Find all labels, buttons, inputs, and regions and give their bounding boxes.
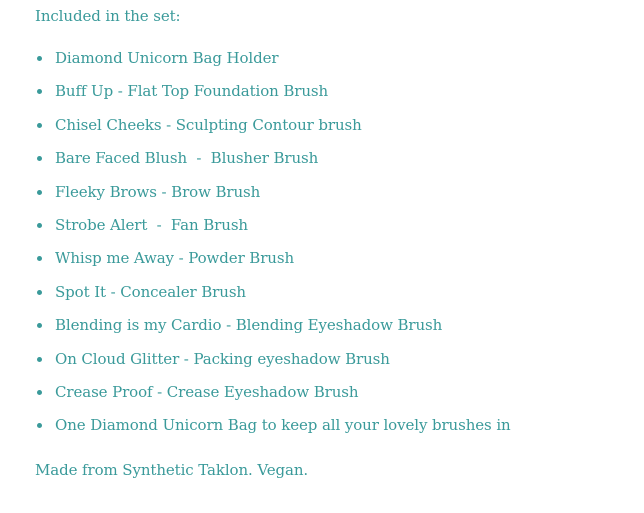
bullet-icon <box>37 256 42 261</box>
list-item <box>35 415 635 448</box>
bullet-icon <box>37 323 42 328</box>
list-item-text: Blending is my Cardio - Blending Eyeshadow Brush <box>55 316 443 335</box>
list-item-text: Strobe Alert - Fan Brush <box>55 215 248 234</box>
set-contents-list <box>35 48 635 449</box>
intro-text: Included in the set: <box>35 7 181 25</box>
list-item <box>35 148 635 181</box>
list-item <box>35 282 635 315</box>
list-item-text: One Diamond Unicorn Bag to keep all your lovely brushes in <box>55 416 511 435</box>
list-item-text: On Cloud Glitter - Packing eyeshadow Brush <box>55 349 390 368</box>
list-item-text: Chisel Cheeks - Sculpting Contour brush <box>55 115 362 134</box>
bullet-icon <box>37 357 42 362</box>
list-item <box>35 248 635 281</box>
list-item-text: Buff Up - Flat Top Foundation Brush <box>55 82 329 101</box>
bullet-icon <box>37 190 42 195</box>
bullet-icon <box>37 123 42 128</box>
list-item-text: Whisp me Away - Powder Brush <box>55 249 295 268</box>
bullet-icon <box>37 423 42 428</box>
bullet-icon <box>37 390 42 395</box>
list-item-text: Diamond Unicorn Bag Holder <box>55 49 279 67</box>
list-item <box>35 382 635 415</box>
bullet-icon <box>37 156 42 161</box>
product-description <box>35 6 635 495</box>
list-item-text: Fleeky Brows - Brow Brush <box>55 182 261 201</box>
list-item <box>35 48 635 81</box>
list-item-text: Bare Faced Blush - Blusher Brush <box>55 149 319 168</box>
list-item <box>35 115 635 148</box>
bullet-icon <box>37 56 42 61</box>
list-item-text: Crease Proof - Crease Eyeshadow Brush <box>55 382 359 401</box>
list-item <box>35 81 635 114</box>
list-item-text: Spot It - Concealer Brush <box>55 282 246 301</box>
list-item <box>35 349 635 382</box>
list-item <box>35 215 635 248</box>
bullet-icon <box>37 290 42 295</box>
list-item <box>35 315 635 348</box>
material-note: Made from Synthetic Taklon. Vegan. <box>35 460 309 479</box>
list-item <box>35 182 635 215</box>
bullet-icon <box>37 89 42 94</box>
bullet-icon <box>37 223 42 228</box>
